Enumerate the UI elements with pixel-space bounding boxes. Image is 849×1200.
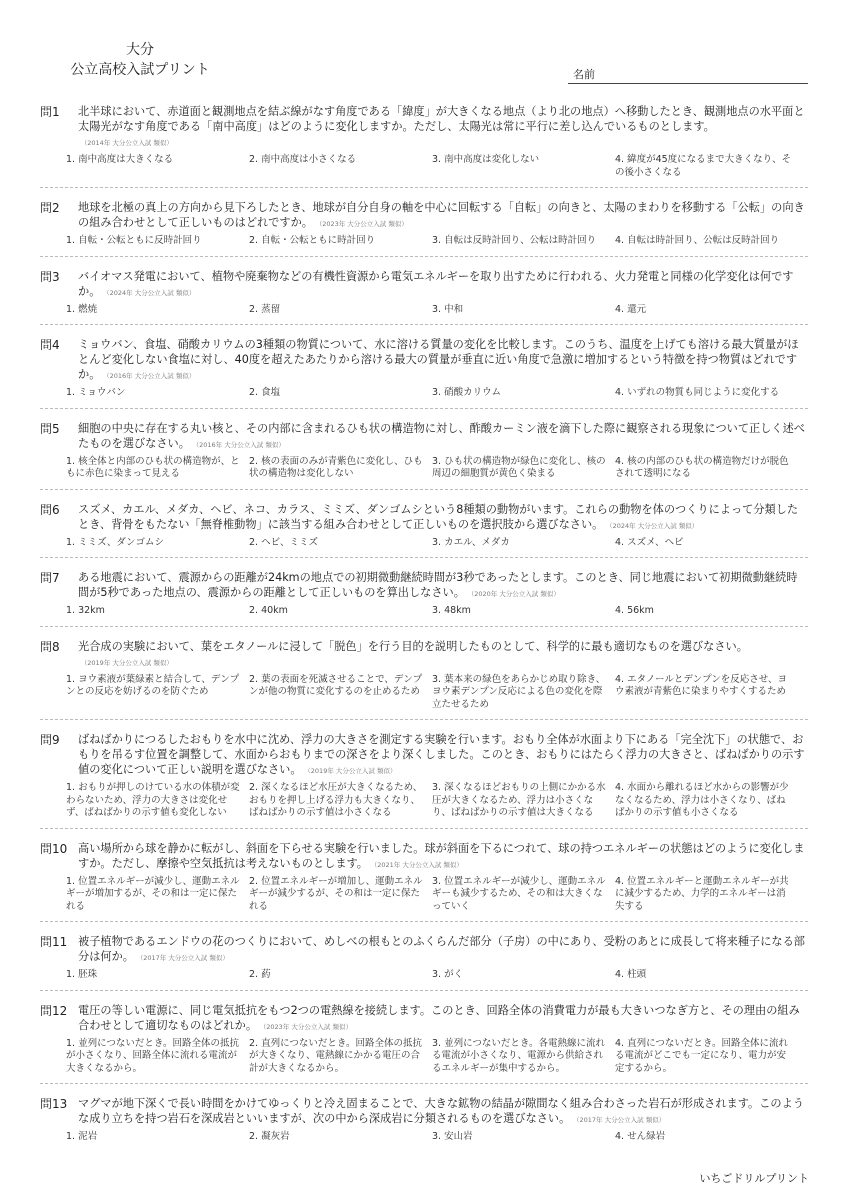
question-text-wrap (78, 502, 808, 534)
question-text-wrap (78, 200, 808, 232)
answer-choice[interactable]: 4. 56km (615, 605, 654, 616)
question-source: （2019年 大分公立入試 類似） (84, 658, 173, 667)
answer-choice[interactable]: 4. 緯度が45度になるまで大きくなり、その後小さくなる (615, 154, 792, 178)
question-text: バイオマス発電において、植物や廃棄物などの有機性資源から電気エネルギーを取り出すために行われる、火力発電と同様の化学変化は何ですか。 (78, 269, 794, 298)
question-text-wrap (78, 421, 808, 453)
answer-choice[interactable]: 1. ヨウ素液が葉緑素と結合して、デンプンとの反応を妨げるのを防ぐため (66, 673, 240, 697)
question-text-wrap (78, 934, 808, 966)
question-block (40, 417, 808, 490)
question-head (40, 1096, 808, 1128)
question-source: （2017年 大分公立入試 類似） (139, 954, 229, 962)
answer-choice[interactable]: 4. 直列につないだとき。回路全体に流れる電流がどこでも一定になり、電力が安定するから。 (615, 1037, 789, 1074)
choice-row (66, 235, 808, 248)
question-text: ばねばかりにつるしたおもりを水中に沈め、浮力の大きさを測定する実験を行います。おもり全体が水面より下にある「完全沈下」の状態で、おもりを吊るす位置を調整して、水面からおもりまでの深さをより深くしました。このとき、おもりにはたらく浮力の大きさと、ばねばかりの示す値の変化について正しい説明を選びなさい。 (78, 733, 805, 776)
question-source: （2023年 大分公立入試 類似） (263, 1022, 352, 1031)
question-head (40, 337, 808, 384)
question-block (40, 196, 808, 257)
answer-choice[interactable]: 3. 葉本来の緑色をあらかじめ取り除き、ヨウ素デンプン反応による色の変化を際立たせるため (432, 673, 606, 710)
question-head (40, 421, 808, 453)
answer-choice[interactable]: 2. 葯 (249, 969, 271, 980)
title-prefecture: 大分 (126, 42, 154, 58)
question-text: 細胞の中央に存在する丸い核と、その内部に含まれるひも状の構造物に対し、酢酸カーミン液を滴下した際に観察される現象について正しく述べたものを選びなさい。 (78, 421, 805, 450)
question-text: ミョウバン、食塩、硝酸カリウムの3種類の物質について、水に溶ける質量の変化を比較します。このうち、温度を上げても溶ける最大質量がほとんど変化しない食塩に対し、40度を超えたあたりから溶ける最大の質量が垂直に近い角度で急激に増加するという特徴を持つ物質はどれですか。 (78, 338, 799, 381)
question-head (40, 841, 808, 873)
answer-choice[interactable]: 4. スズメ、ヘビ (615, 536, 684, 548)
question-text: 電圧の等しい電源に、同じ電気抵抗をもつ2つの電熱線を接続します。このとき、回路全体の消費電力が最も大きいつなぎ方と、その理由の組み合わせとして適切なものはどれか。 (78, 1003, 800, 1032)
question-text-wrap (78, 732, 808, 779)
answer-choice[interactable]: 2. 核の表面のみが青紫色に変化し、ひも状の構造物は変化しない (249, 455, 423, 479)
answer-choice[interactable]: 4. 核の内部のひも状の構造物だけが脱色されて透明になる (615, 455, 789, 479)
answer-choice[interactable]: 1. ミミズ、ダンゴムシ (66, 536, 164, 548)
answer-choice[interactable]: 2. 深くなるほど水圧が大きくなるため、おもりを押し上げる浮力も大きくなり、ばねばかりの示す値は小さくなる (249, 782, 423, 818)
question-text: 地球を北極の真上の方向から見下ろしたとき、地球が自分自身の軸を中心に回転する「自転」の向きと、太陽のまわりを移動する「公転」の向きの組み合わせとして正しいものはどれですか。 (78, 201, 805, 229)
question-number: 問6 (40, 502, 60, 517)
question-block (40, 498, 808, 559)
answer-choice[interactable]: 2. ヘビ、ミミズ (249, 536, 318, 548)
question-number: 問9 (40, 733, 60, 747)
answer-choice[interactable]: 2. 直列につないだとき。回路全体の抵抗が大きくなり、電熱線にかかる電圧の合計が大きくなるから。 (249, 1037, 423, 1074)
answer-choice[interactable]: 4. 水面から離れるほど水からの影響が少なくなるため、浮力は小さくなり、ばねばかりの示す値も小さくなる (615, 782, 789, 818)
question-text-wrap (78, 1096, 808, 1128)
question-text: スズメ、カエル、メダカ、ヘビ、ネコ、カラス、ミミズ、ダンゴムシという8種類の動物がいます。これらの動物を体のつくりによって分類したとき、背骨をもたない「無脊椎動物」に該当する組み合わせとして正しいものを選択肢から選びなさい。 (78, 502, 799, 531)
answer-choice[interactable]: 2. 凝灰岩 (249, 1131, 290, 1142)
question-source: （2014年 大分公立入試 類似） (84, 139, 173, 147)
question-head (40, 570, 808, 602)
question-text: 高い場所から球を静かに転がし、斜面を下らせる実験を行いました。球が斜面を下るにつれて、球の持つエネルギーの状態はどのように変化しますか。ただし、摩擦や空気抵抗は考えないものとします。 (78, 841, 805, 870)
question-text-wrap (78, 269, 808, 301)
answer-choice[interactable]: 3. カエル、メダカ (432, 536, 510, 548)
question-number: 問12 (40, 1003, 68, 1018)
question-number: 問2 (40, 201, 60, 215)
answer-choice[interactable]: 1. 泥岩 (66, 1131, 98, 1142)
choice-row (66, 782, 808, 820)
answer-choice[interactable]: 1. 32km (66, 605, 105, 616)
answer-choice[interactable]: 3. 安山岩 (432, 1131, 473, 1142)
question-text-wrap (78, 104, 808, 151)
question-source: （2024年 大分公立入試 類似） (609, 521, 699, 530)
choice-row (66, 456, 808, 481)
question-text-wrap (78, 570, 808, 602)
question-block (40, 566, 808, 627)
answer-choice[interactable]: 3. 位置エネルギーが減少し、運動エネルギーも減少するため、その和は大きくなっていく (432, 875, 606, 912)
answer-choice[interactable]: 2. 食塩 (249, 387, 281, 398)
question-text-wrap (78, 639, 808, 671)
question-number: 問8 (40, 639, 60, 654)
choice-row (66, 605, 808, 618)
question-block (40, 728, 808, 829)
question-source: （2021年 大分公立入試 類似） (373, 860, 463, 869)
choice-row (66, 304, 808, 317)
question-head (40, 200, 808, 232)
question-head (40, 502, 808, 534)
answer-choice[interactable]: 1. ミョウバン (66, 387, 126, 398)
choice-row (66, 969, 808, 982)
answer-choice[interactable]: 1. 南中高度は大きくなる (66, 154, 174, 165)
question-block (40, 999, 808, 1085)
answer-choice[interactable]: 1. 胚珠 (66, 969, 98, 980)
question-head (40, 934, 808, 966)
question-head (40, 1003, 808, 1035)
question-block (40, 100, 808, 188)
question-number: 問10 (40, 841, 68, 856)
name-label: 名前 (573, 68, 595, 81)
question-text: ある地震において、震源からの距離が24kmの地点での初期微動継続時間が3秒であったとします。このとき、同じ地震において初期微動継続時間が5秒であった地点の、震源からの距離として正しいものを算出しなさい。 (78, 571, 798, 599)
question-block (40, 930, 808, 991)
question-number: 問1 (40, 105, 60, 119)
choice-row (66, 154, 808, 179)
question-number: 問7 (40, 571, 60, 585)
answer-choice[interactable]: 4. 位置エネルギーと運動エネルギーが共に減少するため、力学的エネルギーは消失する (615, 875, 789, 912)
question-text: 北半球において、赤道面と観測地点を結ぶ線がなす角度である「緯度」が大きくなる地点（より北の地点）へ移動したとき、観測地点の水平面と太陽光がなす角度である「南中高度」はどのように変化しますか。ただし、太陽光は常に平行に差し込んでいるものとします。 (78, 105, 805, 133)
answer-choice[interactable]: 2. 自転・公転ともに時計回り (249, 235, 376, 246)
question-text-wrap (78, 841, 808, 873)
answer-choice[interactable]: 1. おもりが押しのけている水の体積が変わらないため、浮力の大きさは変化せず、ばねばかりの示す値も変化しない (66, 782, 240, 818)
choice-row (66, 876, 808, 914)
answer-choice[interactable]: 1. 燃焼 (66, 303, 98, 315)
choice-row (66, 1131, 808, 1144)
answer-choice[interactable]: 2. 位置エネルギーが増加し、運動エネルギーが減少するが、その和は一定に保たれる (249, 875, 423, 912)
page-title (40, 40, 240, 80)
question-head (40, 732, 808, 779)
question-source: （2024年 大分公立入試 類似） (106, 288, 196, 297)
answer-choice[interactable]: 1. 並列につないだとき。回路全体の抵抗が小さくなり、回路全体に流れる電流が大きくなるから。 (66, 1037, 240, 1074)
answer-choice[interactable]: 3. 南中高度は変化しない (432, 154, 540, 165)
answer-choice[interactable]: 3. 深くなるほどおもりの上側にかかる水圧が大きくなるため、浮力は小さくなり、ばねばかりの示す値は大きくなる (432, 782, 606, 818)
answer-choice[interactable]: 3. 硝酸カリウム (432, 387, 501, 398)
answer-choice[interactable]: 4. 柱頭 (615, 969, 647, 980)
answer-choice[interactable]: 4. 還元 (615, 303, 647, 315)
name-field[interactable] (568, 65, 808, 84)
question-text-wrap (78, 1003, 808, 1035)
answer-choice[interactable]: 3. 並列につないだとき。各電熱線に流れる電流が小さくなり、電源から供給されるエネルギーが集中するから。 (432, 1037, 606, 1074)
question-number: 問5 (40, 421, 60, 436)
question-block (40, 837, 808, 923)
answer-choice[interactable]: 4. せん緑岩 (615, 1131, 666, 1142)
answer-choice[interactable]: 1. 位置エネルギーが減少し、運動エネルギーが増加するが、その和は一定に保たれる (66, 875, 240, 912)
choice-row (66, 674, 808, 712)
question-head (40, 104, 808, 151)
question-text: マグマが地下深くで長い時間をかけてゆっくりと冷え固まることで、大きな鉱物の結晶が隙間なく組み合わさった岩石が形成されます。このような成り立ちを持つ岩石を深成岩といいますが、次の中から深成岩に分類されるものを選びなさい。 (78, 1097, 804, 1125)
answer-choice[interactable]: 3. ひも状の構造物が緑色に変化し、核の周辺の細胞質が黄色く染まる (432, 455, 606, 479)
question-number: 問13 (40, 1097, 68, 1111)
choice-row (66, 1038, 808, 1076)
answer-choice[interactable]: 2. 蒸留 (249, 303, 281, 315)
question-source: （2016年 大分公立入試 類似） (106, 372, 196, 380)
question-text: 被子植物であるエンドウの花のつくりにおいて、めしべの根もとのふくらんだ部分（子房）の中にあり、受粉のあとに成長して将来種子になる部分は何か。 (78, 935, 805, 963)
question-source: （2020年 大分公立入試 類似） (470, 590, 560, 598)
answer-choice[interactable]: 3. がく (432, 969, 464, 980)
answer-choice[interactable]: 2. 葉の表面を死滅させることで、デンプンが他の物質に変化するのを止めるため (249, 673, 423, 697)
answer-choice[interactable]: 2. 40km (249, 605, 288, 616)
question-text-wrap (78, 337, 808, 384)
question-list (40, 100, 808, 1160)
question-block (40, 265, 808, 326)
question-source: （2017年 大分公立入試 類似） (576, 1116, 666, 1124)
page-header (0, 0, 849, 96)
choice-row (66, 537, 808, 550)
answer-choice[interactable]: 1. 核全体と内部のひも状の構造物が、ともに赤色に染まって見える (66, 455, 240, 479)
footer-brand: いちごドリルプリント (699, 1172, 809, 1185)
question-number: 問3 (40, 269, 60, 284)
answer-choice[interactable]: 4. いずれの物質も同じように変化する (615, 387, 780, 398)
question-block (40, 635, 808, 721)
question-block (40, 1092, 808, 1152)
question-source: （2019年 大分公立入試 類似） (307, 767, 397, 775)
answer-choice[interactable]: 1. 自転・公転ともに反時計回り (66, 235, 202, 246)
question-head (40, 269, 808, 301)
choice-row (66, 387, 808, 400)
answer-choice[interactable]: 4. エタノールとデンプンを反応させ、ヨウ素液が青紫色に染まりやすくするため (615, 673, 787, 697)
answer-choice[interactable]: 2. 南中高度は小さくなる (249, 154, 357, 165)
answer-choice[interactable]: 3. 自転は反時計回り、公転は時計回り (432, 235, 597, 246)
question-number: 問11 (40, 935, 68, 949)
answer-choice[interactable]: 3. 中和 (432, 303, 464, 315)
question-head (40, 639, 808, 671)
question-block (40, 333, 808, 409)
question-source: （2023年 大分公立入試 類似） (318, 220, 408, 228)
question-number: 問4 (40, 338, 60, 352)
question-source: （2016年 大分公立入試 類似） (195, 440, 285, 449)
question-text: 光合成の実験において、葉をエタノールに浸して「脱色」を行う目的を説明したものとして、科学的に最も適切なものを選びなさい。 (78, 639, 748, 653)
title-main: 公立高校入試プリント (70, 62, 210, 78)
answer-choice[interactable]: 3. 48km (432, 605, 471, 616)
answer-choice[interactable]: 4. 自転は時計回り、公転は反時計回り (615, 235, 780, 246)
